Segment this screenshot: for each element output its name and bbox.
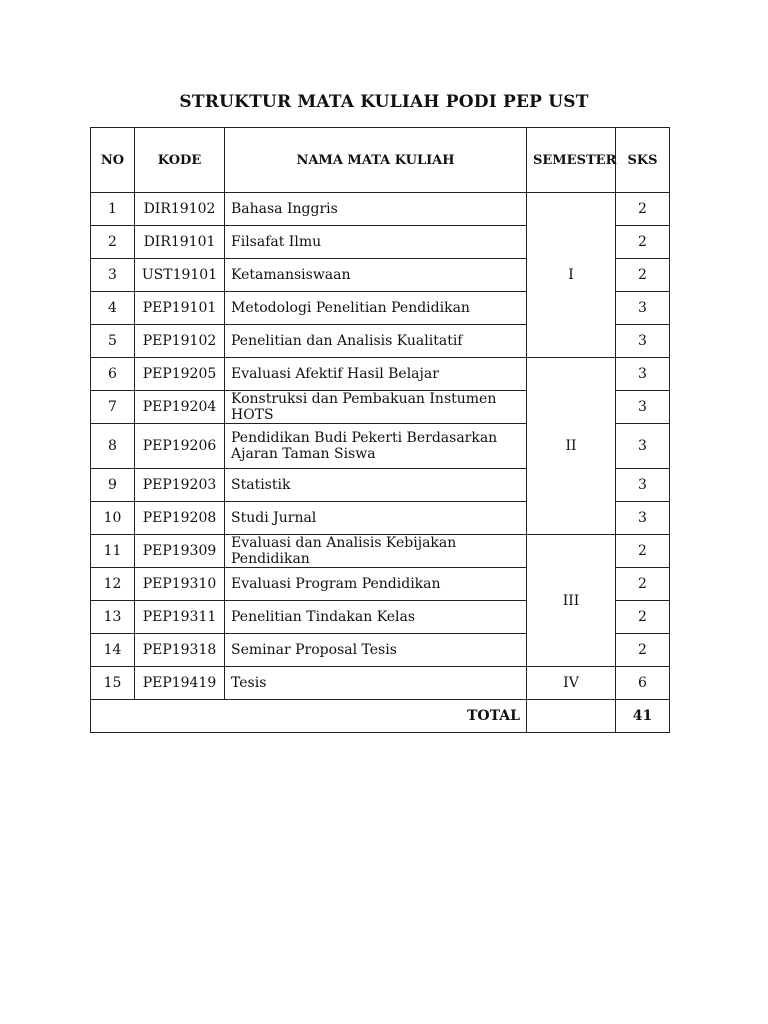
cell-nama: Studi Jurnal <box>225 502 527 535</box>
cell-kode: PEP19310 <box>135 568 225 601</box>
cell-no: 9 <box>91 469 135 502</box>
cell-kode: PEP19309 <box>135 535 225 568</box>
cell-kode: UST19101 <box>135 259 225 292</box>
cell-nama: Evaluasi Afektif Hasil Belajar <box>225 358 527 391</box>
cell-sks: 2 <box>616 226 670 259</box>
cell-nama: Bahasa Inggris <box>225 193 527 226</box>
cell-sks: 3 <box>616 358 670 391</box>
cell-sks: 3 <box>616 325 670 358</box>
total-sks: 41 <box>616 700 670 733</box>
header-nama: NAMA MATA KULIAH <box>225 128 527 193</box>
cell-kode: PEP19311 <box>135 601 225 634</box>
cell-no: 4 <box>91 292 135 325</box>
table-header-row <box>91 128 670 193</box>
cell-sks: 2 <box>616 568 670 601</box>
cell-semester: II <box>527 358 616 535</box>
cell-no: 12 <box>91 568 135 601</box>
cell-semester: I <box>527 193 616 358</box>
total-row <box>91 700 670 733</box>
course-table <box>90 127 670 733</box>
cell-nama: Konstruksi dan Pembakuan Instumen HOTS <box>225 391 527 424</box>
cell-sks: 3 <box>616 391 670 424</box>
cell-sks: 2 <box>616 259 670 292</box>
cell-nama: Evaluasi Program Pendidikan <box>225 568 527 601</box>
cell-nama: Pendidikan Budi Pekerti Berdasarkan Ajaran Taman Siswa <box>225 424 527 469</box>
cell-no: 15 <box>91 667 135 700</box>
cell-no: 7 <box>91 391 135 424</box>
cell-nama: Filsafat Ilmu <box>225 226 527 259</box>
table-row <box>91 358 670 391</box>
cell-sks: 2 <box>616 535 670 568</box>
cell-sks: 2 <box>616 601 670 634</box>
cell-kode: PEP19203 <box>135 469 225 502</box>
header-semester: SEMESTER <box>527 128 616 193</box>
cell-no: 6 <box>91 358 135 391</box>
total-label: TOTAL <box>91 700 527 733</box>
cell-nama: Seminar Proposal Tesis <box>225 634 527 667</box>
cell-nama: Penelitian dan Analisis Kualitatif <box>225 325 527 358</box>
cell-no: 2 <box>91 226 135 259</box>
cell-nama: Ketamansiswaan <box>225 259 527 292</box>
cell-kode: PEP19204 <box>135 391 225 424</box>
cell-kode: DIR19102 <box>135 193 225 226</box>
cell-nama: Metodologi Penelitian Pendidikan <box>225 292 527 325</box>
cell-sks: 2 <box>616 634 670 667</box>
cell-sks: 6 <box>616 667 670 700</box>
cell-no: 1 <box>91 193 135 226</box>
cell-nama: Statistik <box>225 469 527 502</box>
cell-no: 5 <box>91 325 135 358</box>
cell-kode: PEP19206 <box>135 424 225 469</box>
cell-kode: PEP19102 <box>135 325 225 358</box>
cell-kode: PEP19208 <box>135 502 225 535</box>
table-row <box>91 193 670 226</box>
header-no: NO <box>91 128 135 193</box>
cell-kode: DIR19101 <box>135 226 225 259</box>
cell-sks: 3 <box>616 502 670 535</box>
header-kode: KODE <box>135 128 225 193</box>
cell-no: 14 <box>91 634 135 667</box>
cell-no: 8 <box>91 424 135 469</box>
header-sks: SKS <box>616 128 670 193</box>
cell-no: 13 <box>91 601 135 634</box>
cell-sks: 3 <box>616 469 670 502</box>
cell-kode: PEP19205 <box>135 358 225 391</box>
cell-semester: III <box>527 535 616 667</box>
cell-nama: Penelitian Tindakan Kelas <box>225 601 527 634</box>
cell-no: 3 <box>91 259 135 292</box>
cell-kode: PEP19419 <box>135 667 225 700</box>
table-row <box>91 667 670 700</box>
cell-kode: PEP19101 <box>135 292 225 325</box>
cell-sks: 2 <box>616 193 670 226</box>
cell-nama: Tesis <box>225 667 527 700</box>
table-row <box>91 535 670 568</box>
cell-nama: Evaluasi dan Analisis Kebijakan Pendidikan <box>225 535 527 568</box>
cell-no: 10 <box>91 502 135 535</box>
cell-no: 11 <box>91 535 135 568</box>
cell-sks: 3 <box>616 424 670 469</box>
cell-kode: PEP19318 <box>135 634 225 667</box>
cell-sks: 3 <box>616 292 670 325</box>
page-title: STRUKTUR MATA KULIAH PODI PEP UST <box>179 92 589 112</box>
total-semester-empty <box>527 700 616 733</box>
cell-semester: IV <box>527 667 616 700</box>
